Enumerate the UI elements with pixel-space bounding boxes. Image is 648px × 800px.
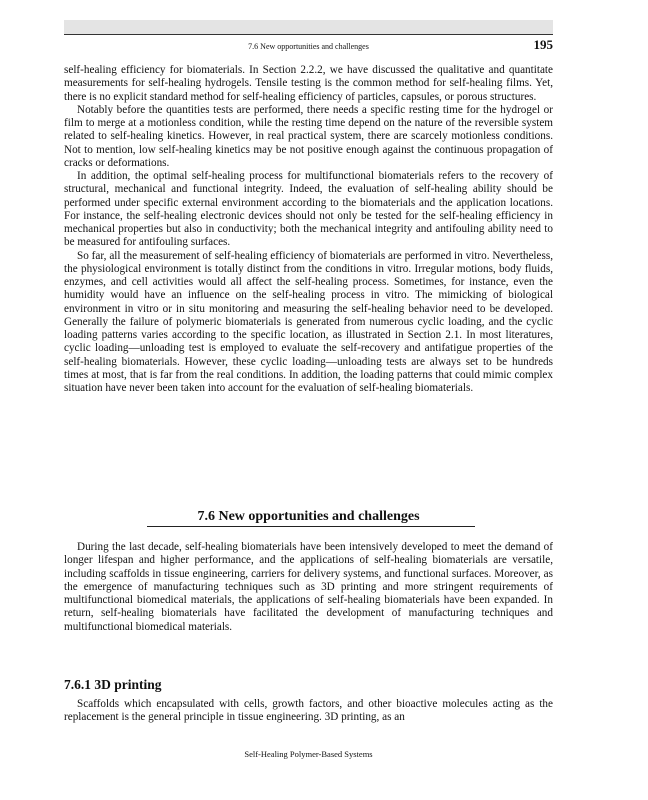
header-band	[64, 20, 553, 34]
body-text-top	[64, 64, 553, 395]
paragraph-scaffolds: Scaffolds which encapsulated with cells, growth factors, and other bioactive molecules acting as the replacement is the general principle in tissue engineering. 3D printing, as an	[64, 698, 553, 724]
paragraph-in-vitro: So far, all the measurement of self-healing efficiency of biomaterials are performed in vitro. Nevertheless, the physiological environment is totally distinct from the conditions in vitro. Irregular motions, body fluids, enzymes, and cell activities would all affect the self-healing process. Sometimes, for instance, even the humidity would have an influence on the self-healing process in vitro. The mimicking of biological environment in vitro or in situ monitoring and measuring the self-healing behavior need to be developed. Generally the failure of polymeric biomaterials is generated from numerous cyclic loading, and the cyclic loading patterns varies according to the specific location, as illustrated in Section 2.1. In most literatures, cyclic loading—unloading test is employed to evaluate the self-recovery and antifatigue properties of the self-healing biomaterials. However, these cyclic loading—unloading tests are always set to be hundreds times at most, that is far from the real conditions. In addition, the loading patterns that could mimic complex situation have never been taken into account for the evaluation of self-healing biomaterials.	[64, 249, 553, 394]
section-underline	[147, 526, 475, 527]
running-head: 7.6 New opportunities and challenges	[248, 42, 369, 51]
header-rule	[64, 34, 553, 35]
subsection-heading: 7.6.1 3D printing	[64, 677, 162, 692]
paragraph-resting-time: Notably before the quantities tests are performed, there needs a specific resting time for the hydrogel or film to merge at a motionless condition, while the resting time depend on the nature of the reversible system related to self-healing kinetics. However, in real practical system, there are scarcely motionless conditions. Not to mention, low self-healing kinetics may be not positive enough against the continuous propagation of cracks or deformations.	[64, 103, 553, 169]
paragraph-last-decade: During the last decade, self-healing biomaterials have been intensively developed to meet the demand of longer lifespan and higher performance, and the applications of self-healing biomaterials are versatile, including scaffolds in tissue engineering, carriers for delivery systems, and functional surfaces. Moreover, as the emergence of manufacturing techniques such as 3D printing and more stringent requirements of multifunctional biomedical materials, the applications of self-healing biomaterials have been expanded. In return, self-healing biomaterials have facilitated the development of manufacturing techniques and multifunctional biomedical materials.	[64, 541, 553, 633]
body-text-subsection	[64, 698, 553, 725]
paragraph-optimal-process: In addition, the optimal self-healing process for multifunctional biomaterials refers to the recovery of structural, mechanical and functional integrity. Indeed, the evaluation of self-healing ability should be performed under specific external environment according to the biomaterials and the application locations. For instance, the self-healing electronic devices should not only be tested for the self-healing efficiency in mechanical properties but also in conductivity; both the mechanical integrity and antifouling ability need to be measured for antifouling surfaces.	[64, 170, 553, 249]
paragraph-continuation: self-healing efficiency for biomaterials. In Section 2.2.2, we have discussed the qualitative and quantitate measurements for self-healing hydrogels. Tensile testing is the common method for self-healing films. Yet, there is no explicit standard method for self-healing efficiency of particles, capsules, or porous structures.	[64, 64, 553, 103]
page-number: 195	[533, 37, 553, 52]
section-heading: 7.6 New opportunities and challenges	[197, 509, 420, 524]
body-text-section	[64, 541, 553, 634]
footer-book-title: Self-Healing Polymer-Based Systems	[244, 749, 373, 759]
